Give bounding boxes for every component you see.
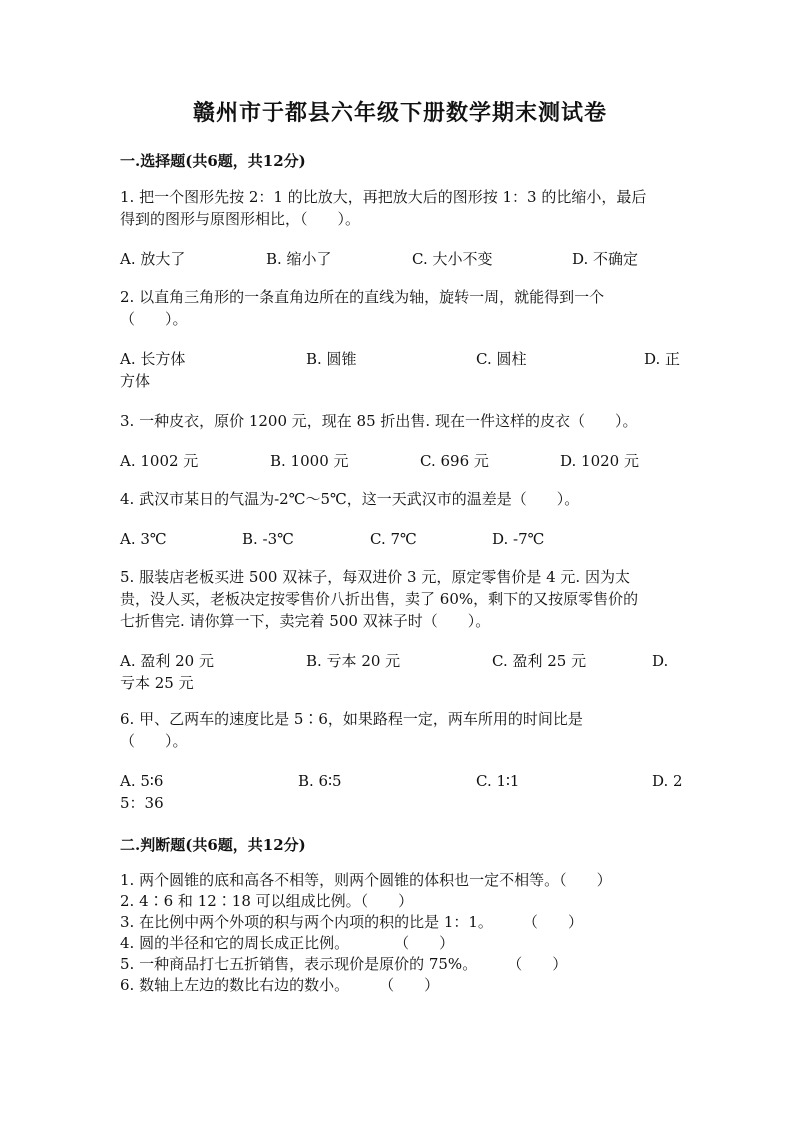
option-c: C. 大小不变 bbox=[412, 250, 493, 268]
option-d-wrap: 方体 bbox=[120, 372, 151, 390]
section-heading-multiple-choice: 一.选择题(共6题，共12分) bbox=[120, 152, 306, 170]
option-b: B. 亏本 20 元 bbox=[306, 652, 401, 670]
question-1 bbox=[120, 186, 680, 230]
question-text-line: 6. 甲、乙两车的速度比是 5∶6，如果路程一定，两车所用的时间比是 bbox=[120, 710, 583, 728]
question-text-line: 2. 以直角三角形的一条直角边所在的直线为轴，旋转一周，就能得到一个 bbox=[120, 288, 605, 306]
option-d: D. 2 bbox=[652, 772, 683, 790]
question-6 bbox=[120, 708, 680, 752]
option-b: B. 缩小了 bbox=[266, 250, 332, 268]
option-c: C. 圆柱 bbox=[476, 350, 527, 368]
list-item: 4. 圆的半径和它的周长成正比例。 （ ） bbox=[120, 934, 455, 952]
option-b: B. 6∶5 bbox=[298, 772, 342, 790]
question-4 bbox=[120, 488, 680, 510]
option-a: A. 盈利 20 元 bbox=[120, 652, 214, 670]
option-c: C. 1∶1 bbox=[476, 772, 520, 790]
question-2 bbox=[120, 286, 680, 330]
option-c: C. 696 元 bbox=[420, 452, 489, 470]
option-d: D. 不确定 bbox=[572, 250, 639, 268]
page-title: 赣州市于都县六年级下册数学期末测试卷 bbox=[192, 100, 607, 126]
option-a: A. 放大了 bbox=[120, 250, 186, 268]
list-item: 1. 两个圆锥的底和高各不相等，则两个圆锥的体积也一定不相等。（ ） bbox=[120, 871, 612, 889]
question-text-line: 贵，没人买，老板决定按零售价八折出售，卖了 60%，剩下的又按原零售价的 bbox=[120, 590, 639, 608]
option-a: A. 5∶6 bbox=[120, 772, 164, 790]
option-d: D. -7℃ bbox=[492, 530, 545, 548]
option-d-wrap: 5：36 bbox=[120, 794, 164, 812]
question-text-line: （ ）。 bbox=[120, 310, 188, 328]
option-a: A. 3℃ bbox=[120, 530, 167, 548]
question-text-line: 得到的图形与原图形相比，（ ）。 bbox=[120, 210, 361, 228]
option-c: C. 7℃ bbox=[370, 530, 417, 548]
option-b: B. -3℃ bbox=[242, 530, 294, 548]
option-d: D. 1020 元 bbox=[560, 452, 639, 470]
question-text-line: （ ）。 bbox=[120, 732, 188, 750]
option-b: B. 圆锥 bbox=[306, 350, 357, 368]
list-item: 5. 一种商品打七五折销售，表示现价是原价的 75%。 （ ） bbox=[120, 955, 568, 973]
true-false-list bbox=[120, 870, 680, 996]
question-text-line: 1. 把一个图形先按 2：1 的比放大，再把放大后的图形按 1：3 的比缩小，最后 bbox=[120, 188, 647, 206]
option-d: D. bbox=[652, 652, 669, 670]
option-d-wrap: 亏本 25 元 bbox=[120, 674, 194, 692]
option-a: A. 长方体 bbox=[120, 350, 186, 368]
option-c: C. 盈利 25 元 bbox=[492, 652, 587, 670]
option-a: A. 1002 元 bbox=[120, 452, 199, 470]
section-heading-true-false: 二.判断题(共6题，共12分) bbox=[120, 836, 306, 854]
question-text-line: 5. 服装店老板买进 500 双袜子，每双进价 3 元，原定零售价是 4 元. 因为太 bbox=[120, 568, 630, 586]
question-text-line: 七折售完. 请你算一下，卖完着 500 双袜子时（ ）。 bbox=[120, 612, 491, 630]
list-item: 3. 在比例中两个外项的积与两个内项的积的比是 1：1。 （ ） bbox=[120, 913, 583, 931]
question-5 bbox=[120, 566, 680, 632]
option-d: D. 正 bbox=[644, 350, 681, 368]
option-b: B. 1000 元 bbox=[270, 452, 349, 470]
question-3 bbox=[120, 410, 680, 432]
question-text-line: 3. 一种皮衣，原价 1200 元，现在 85 折出售. 现在一件这样的皮衣（ ）。 bbox=[120, 412, 638, 430]
list-item: 2. 4∶6 和 12∶18 可以组成比例。（ ） bbox=[120, 892, 414, 910]
list-item: 6. 数轴上左边的数比右边的数小。 （ ） bbox=[120, 976, 440, 994]
question-text-line: 4. 武汉市某日的气温为-2℃～5℃，这一天武汉市的温差是（ ）。 bbox=[120, 490, 580, 508]
